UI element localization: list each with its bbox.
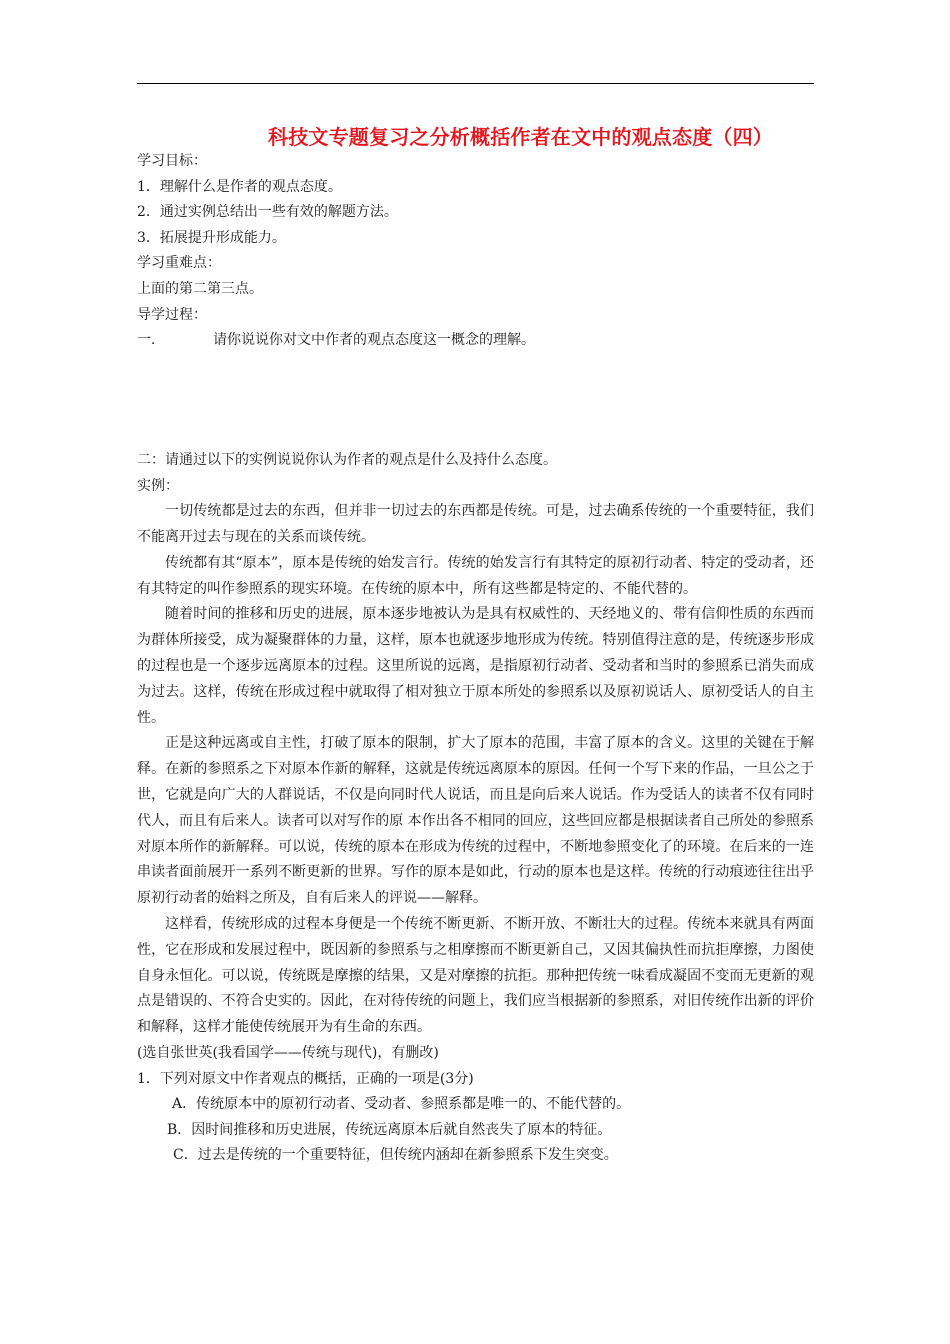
passage-paragraph: 随着时间的推移和历史的进展，原本逐步地被认为是具有权威性的、天经地义的、带有信仰性质的东西而为群体所接受，成为凝聚群体的力量，这样，原本也就逐步地形成为传统。特别值得注意的是，传统逐步形成的过程也是一个逐步远离原本的过程。这里所说的远离，是指原初行动者、受动者和当时的参照系已消失而成为过去。这样，传统在形成过程中就取得了相对独立于原本所处的参照系以及原初说话人、原初受话人的自主性。	[137, 606, 814, 726]
question-one-text: 请你说说你对文中作者的观点态度这一概念的理解。	[213, 332, 535, 349]
goal-item: 2．通过实例总结出一些有效的解题方法。	[137, 204, 398, 221]
focus-heading: 学习重难点：	[137, 255, 221, 272]
goals-heading: 学习目标：	[137, 153, 207, 169]
example-section	[137, 448, 814, 1169]
passage-paragraph: 一切传统都是过去的东西，但并非一切过去的东西都是传统。可是，过去确系传统的一个重要特征，我们不能离开过去与现在的关系而谈传统。	[137, 503, 814, 545]
passage-paragraph: 正是这种远离或自主性，打破了原本的限制，扩大了原本的范围，丰富了原本的含义。这里的关键在于解释。在新的参照系之下对原本作新的解释，这就是传统远离原本的原因。任何一个写下来的作品，一旦公之于世，它就是向广大的人群说话，不仅是向同时代人说话，而且是向后来人说话。作为受话人的读者不仅有同时代人，而且有后来人。读者可以对写作的原 本作出各不相同的回应，这些回应都是根据读者自己所处的参照系对原本所作的新解释。可以说，传统的原本在形成为传统的过程中，不断地参照变化了的环境。在后来的一连串读者面前展开一系列不断更新的世界。写作的原本是如此，行动的原本也是这样。传统的行动痕迹往往出乎原初行动者的始料之所及，自有后来人的评说——解释。	[137, 735, 814, 907]
goal-item: 3．拓展提升形成能力。	[137, 229, 286, 246]
process-heading: 导学过程：	[137, 306, 207, 323]
page-title: 科技文专题复习之分析概括作者在文中的观点态度（四）	[268, 125, 773, 149]
option-b: B．因时间推移和历史进展，传统远离原本后就自然丧失了原本的特征。	[167, 1121, 612, 1138]
question-one	[137, 328, 814, 354]
option-a: A．传统原本中的原初行动者、受动者、参照系都是唯一的、不能代替的。	[172, 1096, 631, 1113]
goal-item: 1．理解什么是作者的观点态度。	[137, 178, 342, 195]
focus-text: 上面的第二第三点。	[137, 280, 263, 297]
header-rule	[137, 83, 814, 84]
passage-paragraph: 传统都有其“原本”，原本是传统的始发言行。传统的始发言行有其特定的原初行动者、特定的受动者，还有其特定的叫作参照系的现实环境。在传统的原本中，所有这些都是特定的、不能代替的。	[137, 554, 814, 597]
option-c: C．过去是传统的一个重要特征，但传统内涵却在新参照系下发生突变。	[173, 1147, 618, 1164]
question1-stem: 1．下列对原文中作者观点的概括，正确的一项是(3分)	[137, 1070, 474, 1087]
question-two: 二：请通过以下的实例说说你认为作者的观点是什么及持什么态度。	[137, 452, 557, 468]
passage-paragraph: 这样看，传统形成的过程本身便是一个传统不断更新、不断开放、不断壮大的过程。传统本来就具有两面性，它在形成和发展过程中，既因新的参照系与之相摩擦而不断更新自己，又因其偏执性而抗拒摩擦，力图使自身永恒化。可以说，传统既是摩擦的结果，又是对摩擦的抗拒。那种把传统一味看成凝固不变而无更新的观点是错误的、不符合史实的。因此，在对待传统的问题上，我们应当根据新的参照系，对旧传统作出新的评价和解释，这样才能使传统展开为有生命的东西。	[137, 915, 814, 1036]
question-one-number: 一．	[137, 332, 165, 349]
goals-section	[137, 149, 814, 354]
example-label: 实例：	[137, 477, 179, 494]
source-citation: (选自张世英(我看国学——传统与现代)，有删改)	[137, 1044, 439, 1061]
